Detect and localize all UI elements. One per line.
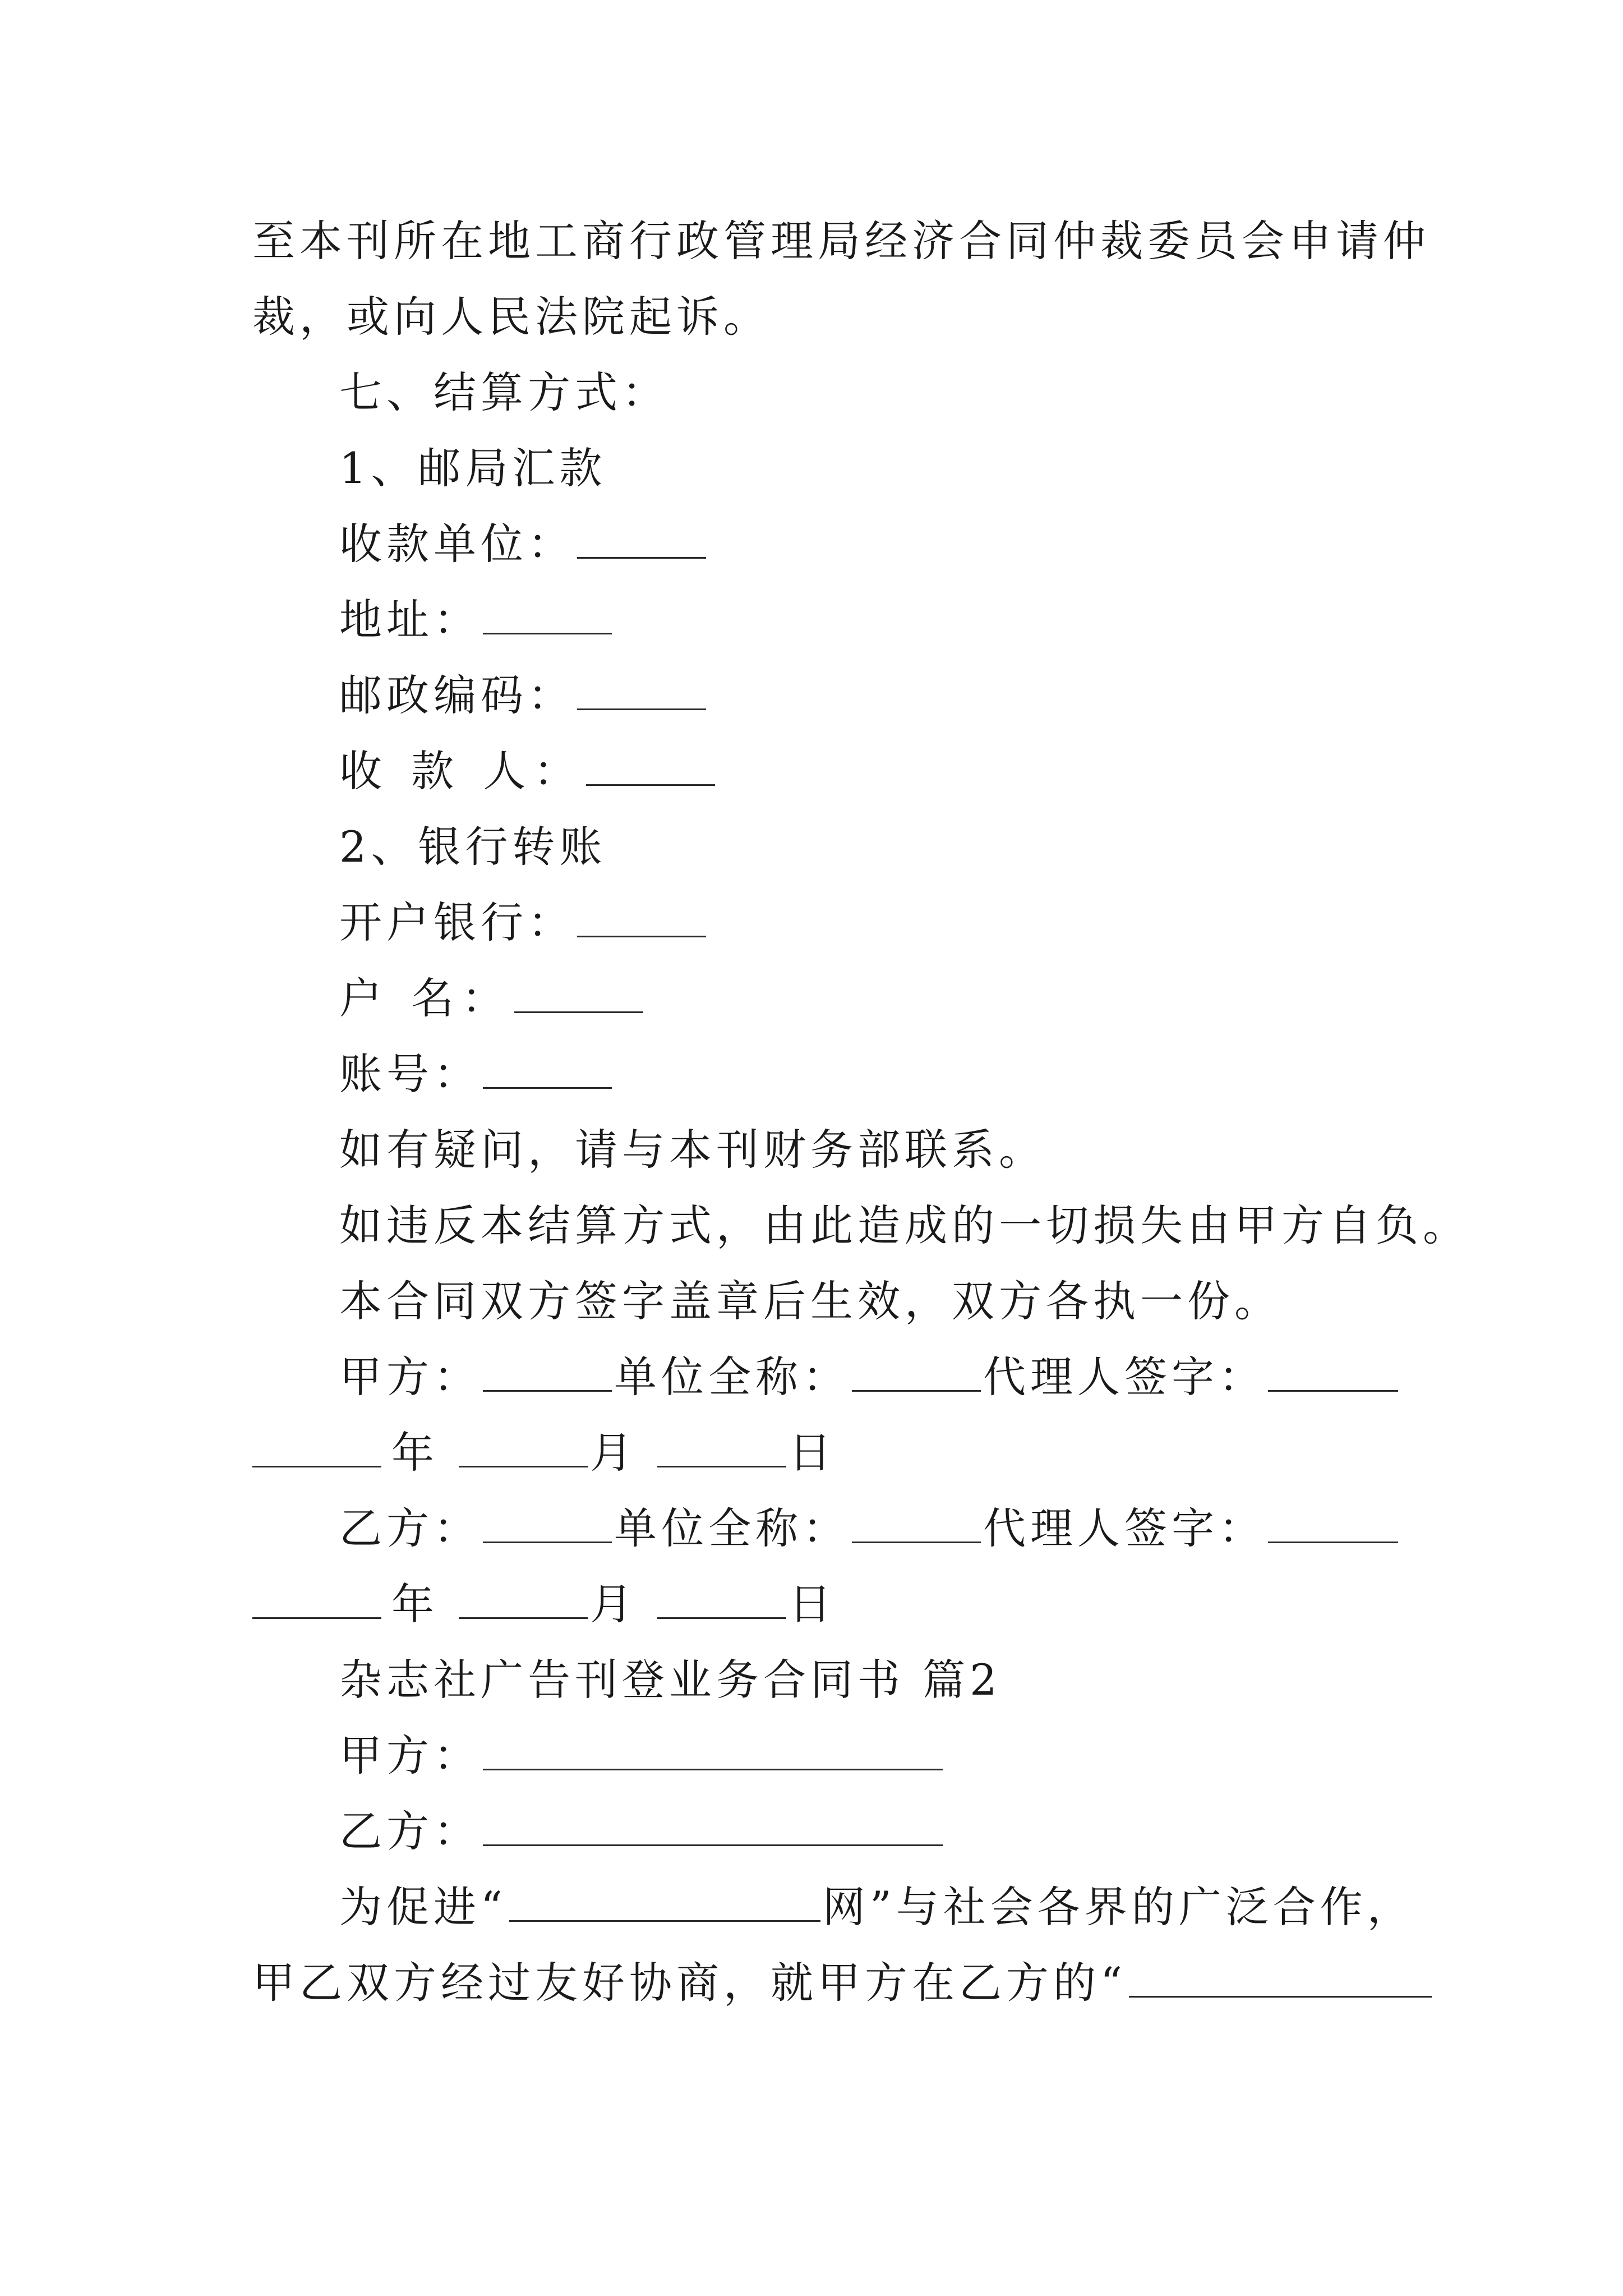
field-label: 开户银行： [339,898,575,947]
body-line: 如有疑问，请与本刊财务部联系。 [339,1125,1046,1175]
field-label: 户 名： [339,973,513,1023]
blank-line [577,676,706,710]
section-title: 杂志社广告刊登业务合同书 篇2 [339,1655,1002,1705]
date-year-label: 年 [391,1579,439,1629]
blank-line [586,752,715,786]
blank-line [1268,1509,1398,1543]
subsection-heading: 1、邮局汇款 [339,443,607,493]
body-line: 如违反本结算方式，由此造成的一切损失由甲方自负。 [339,1200,1470,1250]
date-month-label: 月 [590,1428,638,1478]
field-label: 收款单位： [339,519,575,569]
blank-line [1268,1358,1398,1392]
blank-line [514,979,643,1013]
blank-line [509,1888,820,1922]
signature-line-party-a [339,1349,1400,1405]
date-day-label: 日 [789,1579,836,1629]
field-label: 账号： [339,1049,481,1099]
blank-line [483,1055,612,1089]
section-heading: 七、结算方式： [339,367,669,417]
signature-unit-label: 单位全称： [614,1503,850,1553]
date-month-label: 月 [590,1579,638,1629]
signature-party-label: 甲方： [339,1352,481,1402]
field-address [339,592,614,648]
field-party-b [339,1803,945,1860]
blank-line [483,1358,612,1392]
blank-line [483,600,612,634]
signature-party-label: 乙方： [339,1503,481,1553]
blank-line [657,1433,786,1467]
field-label: 地址： [339,595,481,645]
promote-before: 为促进“ [339,1882,507,1932]
field-label: 乙方： [339,1806,481,1856]
field-postcode [339,668,708,724]
field-account-number [339,1046,614,1102]
signature-agent-label: 代理人签字： [983,1352,1266,1402]
body-line: 本合同双方签字盖章后生效，双方各执一份。 [339,1276,1281,1326]
blank-line [459,1585,588,1619]
body-line: 至本刊所在地工商行政管理局经济合同仲裁委员会申请仲 [252,216,1430,266]
field-account-name [339,970,645,1027]
date-year-label: 年 [391,1428,439,1478]
field-party-a [339,1728,945,1784]
field-label: 邮政编码： [339,670,575,720]
field-bank [339,895,708,951]
field-label: 甲方： [339,1731,481,1780]
signature-unit-label: 单位全称： [614,1352,850,1402]
date-day-label: 日 [789,1428,836,1478]
date-line-party-b [252,1576,836,1632]
blank-line [252,1433,381,1467]
blank-line [657,1585,786,1619]
field-label: 收 款 人： [339,746,584,796]
blank-line [577,524,706,559]
promote-after: 网”与社会各界的广泛合作， [822,1882,1414,1932]
body-line-promote [339,1879,1414,1935]
signature-line-party-b [339,1501,1400,1557]
blank-line [483,1736,943,1770]
body-line: 裁，或向人民法院起诉。 [252,292,771,342]
blank-line [459,1433,588,1467]
blank-line [252,1585,381,1619]
tail-text: 甲乙双方经过友好协商，就甲方在乙方的“ [252,1958,1127,2008]
field-payee-unit [339,516,708,572]
signature-agent-label: 代理人签字： [983,1503,1266,1553]
blank-line [483,1812,943,1846]
blank-line [852,1509,981,1543]
blank-line [852,1358,981,1392]
blank-line [577,903,706,937]
subsection-heading: 2、银行转账 [339,822,607,872]
body-line-tail [252,1955,1434,2011]
field-payee [339,743,717,799]
blank-line [1129,1963,1432,1998]
blank-line [483,1509,612,1543]
date-line-party-a [252,1425,836,1481]
